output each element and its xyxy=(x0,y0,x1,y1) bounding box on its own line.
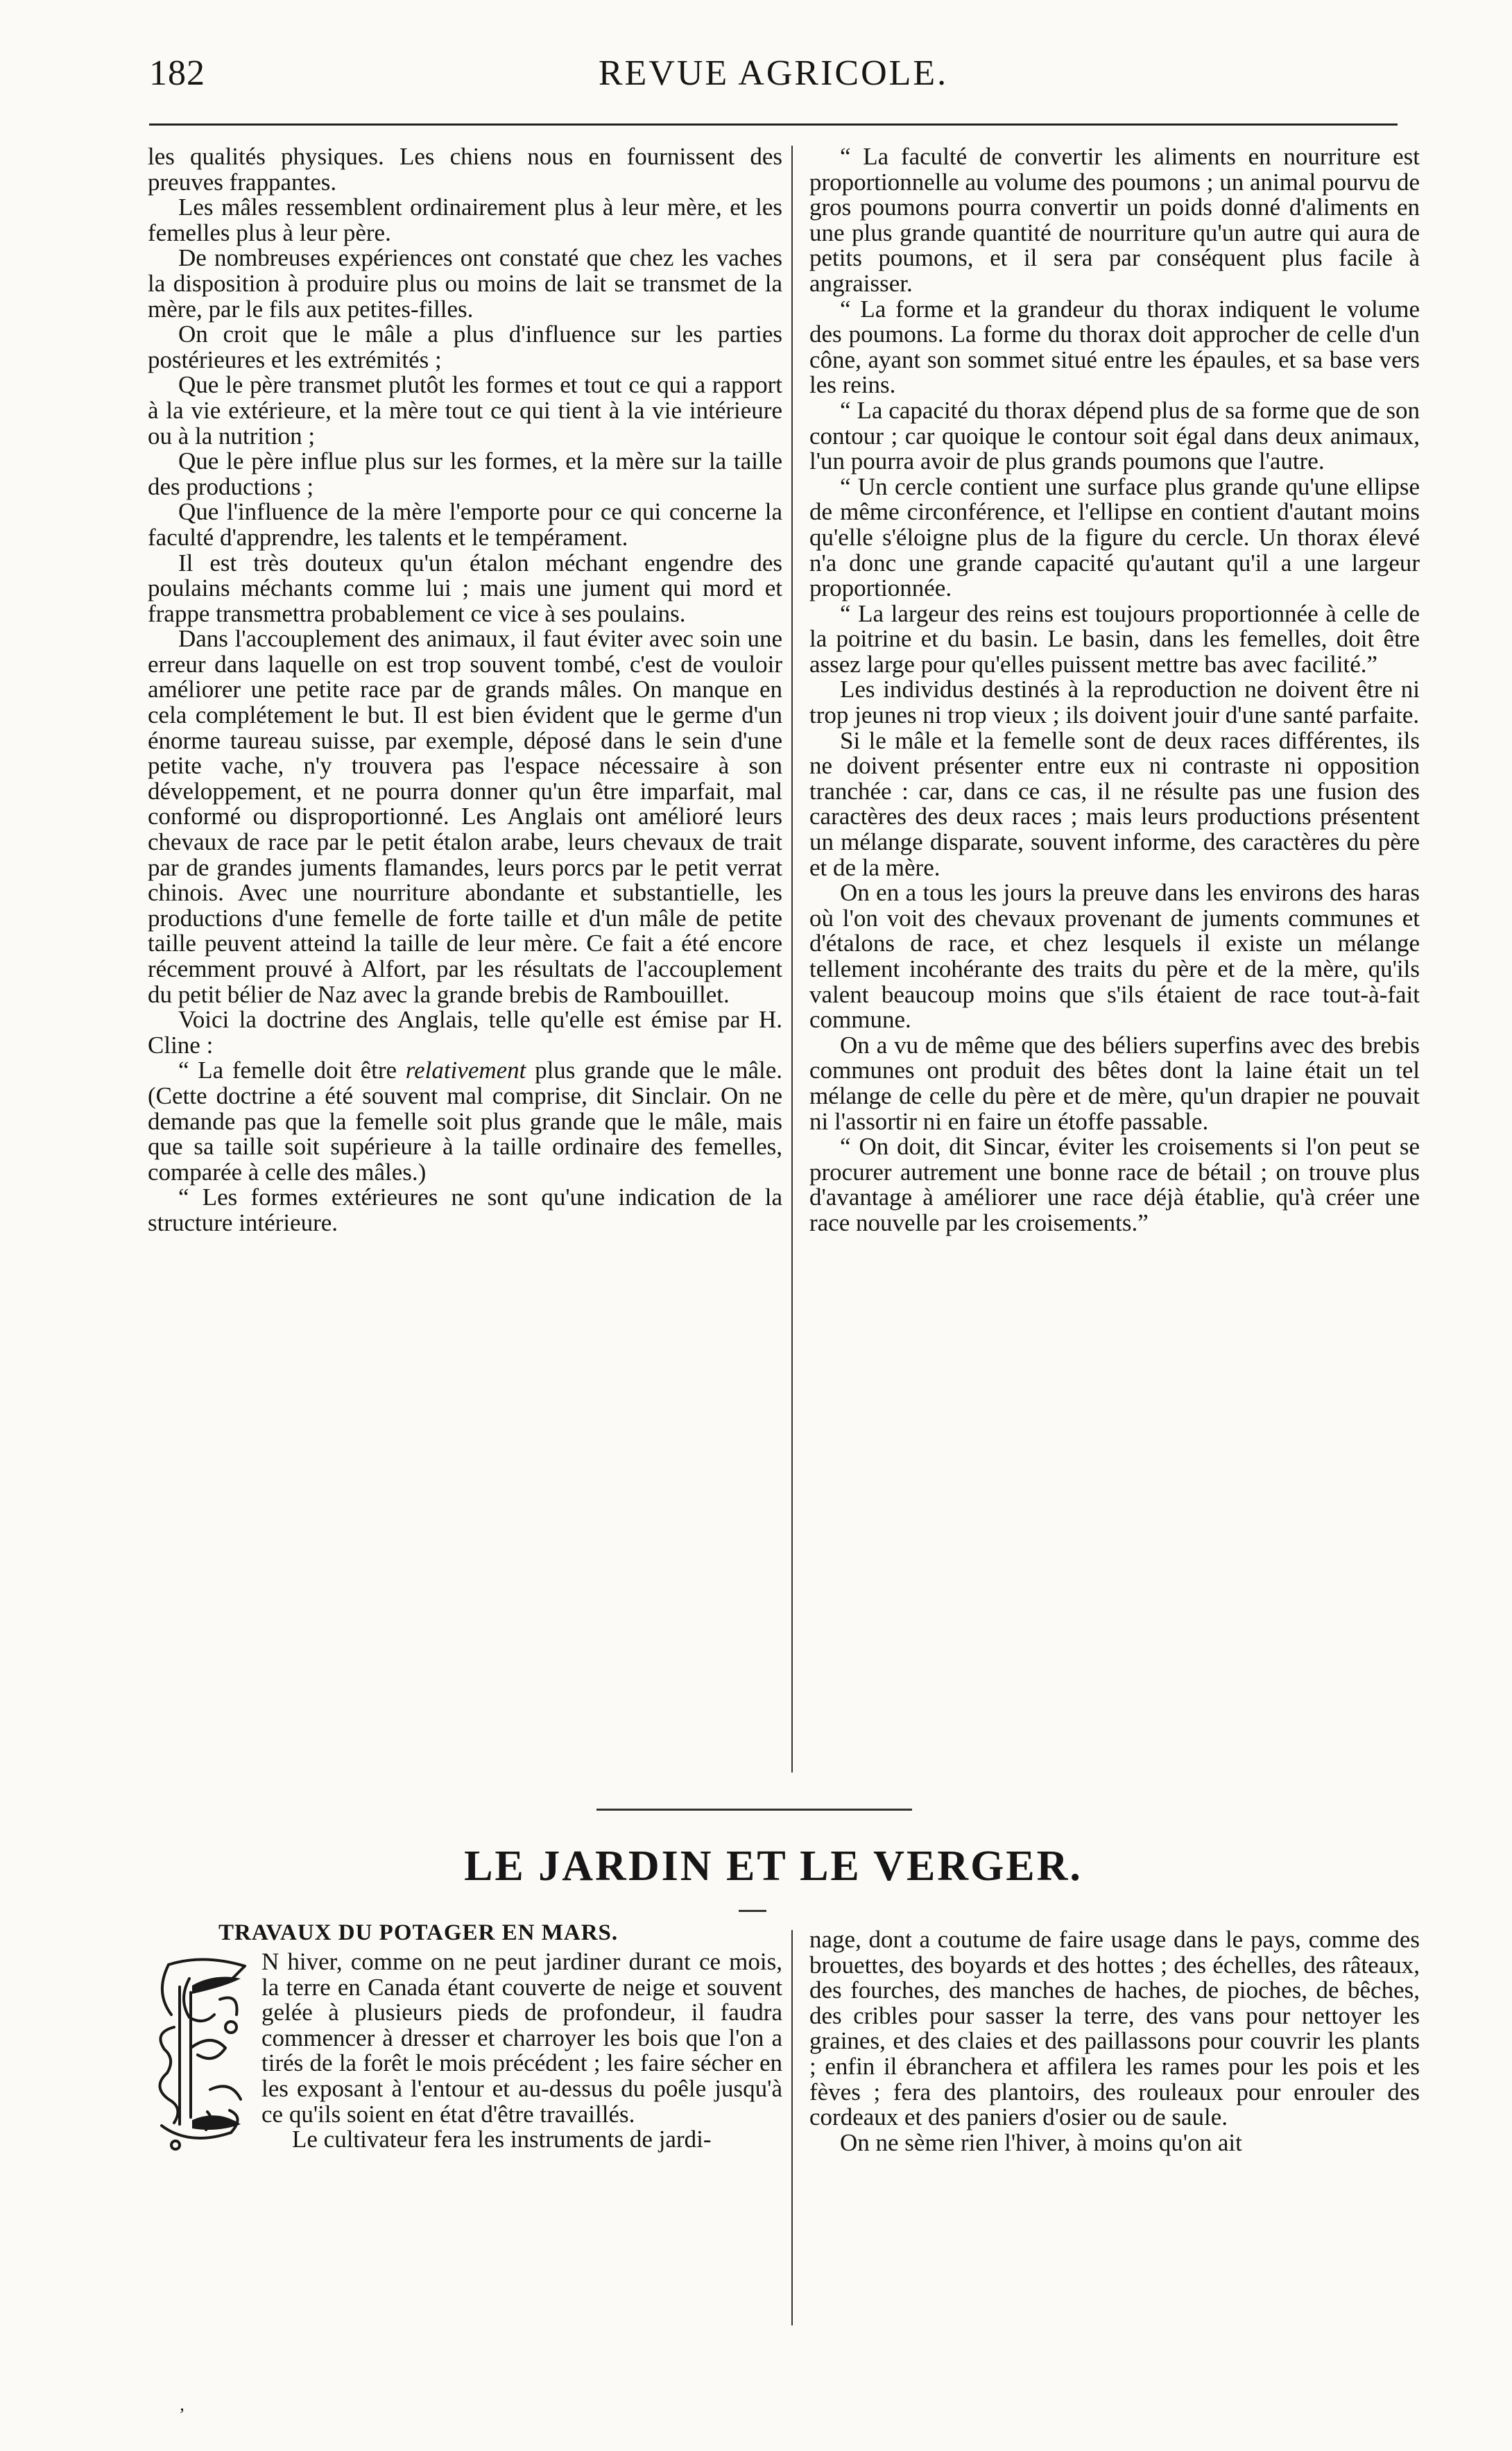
cline-quote xyxy=(148,1058,782,1185)
paragraph: nage, dont a coutume de faire usage dans le pays, comme des brouettes, des boyards et des hottes ; des échelles, des râteaux, des fourches, des manches de haches, de pioches, de bêches, des cribles pour sasser la terre, des vans pour nettoyer les graines, et des claies et des paillassons pour couvrir les plants ; enfin il ébranchera et affilera les rames pour les pois et les fèves ; fera des plantoirs, des rouleaux pour enrouler des cordeaux et des paniers d'osier ou de saule. xyxy=(809,1926,1420,2131)
drop-cap-e-ornament xyxy=(148,1951,253,2153)
paragraph: On en a tous les jours la preuve dans les environs des haras où l'on voit des chevaux provenant de juments communes et d'étalons de race, et chez lesquels il existe un mélange tellement incohérante des traits du père et de la mère, qu'ils valent beaucoup moins que s'ils étaient de race tout-à-fait commune. xyxy=(809,879,1420,1034)
paragraph: Voici la doctrine des Anglais, telle qu'elle est émise par H. Cline : xyxy=(148,1006,782,1059)
paragraph: “ Un cercle contient une surface plus grande qu'une ellipse de même circonférence, et l'ellipse en contient d'autant moins qu'elle s'éloigne plus de la figure du cercle. Un thorax élevé n'a donc une grande capacité qu'autant qu'il a une largeur proportionnée. xyxy=(809,472,1420,602)
paragraph: On ne sème rien l'hiver, à moins qu'on ait xyxy=(840,2128,1242,2156)
bottom-right-column xyxy=(809,1927,1420,2155)
paragraph: Le cultivateur fera les instruments de jardi- xyxy=(292,2126,712,2153)
paragraph: Que l'influence de la mère l'emporte pour ce qui concerne la faculté d'apprendre, les talents et le tempérament. xyxy=(148,498,782,551)
section-title: LE JARDIN ET LE VERGER. xyxy=(464,1843,1083,1890)
paragraph: “ La forme et la grandeur du thorax indiquent le volume des poumons. La forme du thorax doit approcher de celle d'un cône, ayant son sommet situé entre les épaules, et sa base vers les reins. xyxy=(809,295,1420,399)
paragraph: “ On doit, dit Sincar, éviter les croisements si l'on peut se procurer autrement une bonne race de bétail ; on trouve plus d'avantage à améliorer une race déjà établie, qu'à créer une race nouvelle par les croisements.” xyxy=(809,1133,1420,1236)
paragraph: Il est très douteux qu'un étalon méchant engendre des poulains méchants comme lui ; mais une jument qui mord et frappe transmettra probablement ce vice à ses poulains. xyxy=(148,549,782,627)
paragraph: “ La capacité du thorax dépend plus de sa forme que de son contour ; car quoique le contour soit égal dans deux animaux, l'un pourra avoir de plus grands poumons que l'autre. xyxy=(809,396,1420,475)
top-right-column xyxy=(809,144,1420,1236)
paragraph: Que le père influe plus sur les formes, et la mère sur la taille des productions ; xyxy=(148,447,782,500)
page-number: 182 xyxy=(149,53,205,93)
top-left-column xyxy=(148,144,782,1236)
column-rule xyxy=(791,146,793,1773)
running-head xyxy=(149,43,1398,105)
paragraph: Si le mâle et la femelle sont de deux races différentes, ils ne doivent présenter entre eux ni contraste ni opposition tranchée : car, dans ce cas, il ne résulte pas une fusion des caractères des deux races ; mais leurs productions présentent un mélange disparate, souvent informe, des caractères du père et de la mère. xyxy=(809,726,1420,881)
section-separator-rule xyxy=(596,1809,912,1811)
paragraph: Dans l'accouplement des animaux, il faut éviter avec soin une erreur dans laquelle on est trop souvent tombé, c'est de vouloir améliorer une petite race par de grands mâles. On manque en cela complétement le but. Il est bien évident que le germe d'un énorme taureau suisse, par exemple, déposé dans le sein d'une petite vache, n'y trouvera pas l'espace nécessaire à son développement, et ne pourra donner qu'un être imparfait, mal conformé ou disproportionné. Les Anglais ont amélioré leurs chevaux de race par le petit étalon arabe, leurs chevaux de trait par de grandes juments flamandes, leurs porcs par le petit verrat chinois. Avec une nourriture abondante et substantielle, les productions d'une femelle de forte taille et d'un mâle de petite taille peuvent atteind la taille de leur mère. Ce fait a été encore récemment prouvé à Alfort, par les résultats de l'accouplement du petit bélier de Naz avec la grande brebis de Rambouillet. xyxy=(148,625,782,1008)
quote-emphasis: relativement xyxy=(405,1057,526,1084)
stray-print-mark: ’ xyxy=(179,2405,185,2425)
paragraph: On croit que le mâle a plus d'influence sur les parties postérieures et les extrémités ; xyxy=(148,321,782,373)
running-title: REVUE AGRICOLE. xyxy=(598,53,949,93)
column-rule xyxy=(791,1930,793,2325)
article-subtitle: TRAVAUX DU POTAGER EN MARS. xyxy=(218,1920,619,1945)
header-rule xyxy=(149,123,1398,126)
paragraph: Les individus destinés à la reproduction ne doivent être ni trop jeunes ni trop vieux ; ils doivent jouir d'une santé parfaite. xyxy=(809,676,1420,729)
paragraph: N hiver, comme on ne peut jardiner durant ce mois, la terre en Canada étant couverte de neige et souvent gelée à plusieurs pieds de profondeur, il faudra commencer à dresser et charroyer les bois que l'on a tirés de la forêt le mois précédent ; les faire sécher en les exposant à l'entour et au-dessus du poêle jusqu'à ce qu'ils soient en état d'être travaillés. xyxy=(261,1948,782,2128)
ornamental-letter-e-icon xyxy=(148,1951,253,2153)
quote-open: “ La femelle doit être xyxy=(178,1057,406,1084)
bottom-left-column xyxy=(148,1949,782,2153)
paragraph: “ La faculté de convertir les aliments en nourriture est proportionnelle au volume des poumons ; un animal pourvu de gros poumons pourra convertir un poids donné d'aliments en une plus grande quantité de nourriture qu'un autre qui aura de petits poumons, et il sera par conséquent plus facile à angraisser. xyxy=(809,143,1420,297)
paragraph: On a vu de même que des béliers superfins avec des brebis communes ont produit des bêtes dont la laine était un tel mélange de celle du père et de mère, qu'un drapier ne pouvait ni l'assortir ni en faire un étoffe passable. xyxy=(809,1031,1420,1135)
paragraph: Que le père transmet plutôt les formes et tout ce qui a rapport à la vie extérieure, et la mère tout ce qui tient à la vie intérieure ou à la nutrition ; xyxy=(148,371,782,450)
paragraph: De nombreuses expériences ont constaté que chez les vaches la disposition à produire plus ou moins de lait se transmet de la mère, par le fils aux petites-filles. xyxy=(148,244,782,323)
paragraph: “ La largeur des reins est toujours proportionnée à celle de la poitrine et du basin. Le basin, dans les femelles, doit être assez large pour qu'elles puissent mettre bas avec facilité.” xyxy=(809,599,1420,678)
section-title-underline xyxy=(739,1910,766,1912)
paragraph: les qualités physiques. Les chiens nous en fournissent des preuves frappantes. xyxy=(148,143,782,196)
quote-rest: plus grande que le mâle. (Cette doctrine a été souvent mal comprise, dit Sinclair. On ne demande pas que la femelle soit plus grande que le mâle, mais que sa taille soit supérieure à la taille ordinaire des femelles, comparée à celle des mâles.) xyxy=(148,1057,782,1186)
paragraph: “ Les formes extérieures ne sont qu'une indication de la structure intérieure. xyxy=(148,1184,782,1236)
paragraph: Les mâles ressemblent ordinairement plus à leur mère, et les femelles plus à leur père. xyxy=(148,194,782,246)
